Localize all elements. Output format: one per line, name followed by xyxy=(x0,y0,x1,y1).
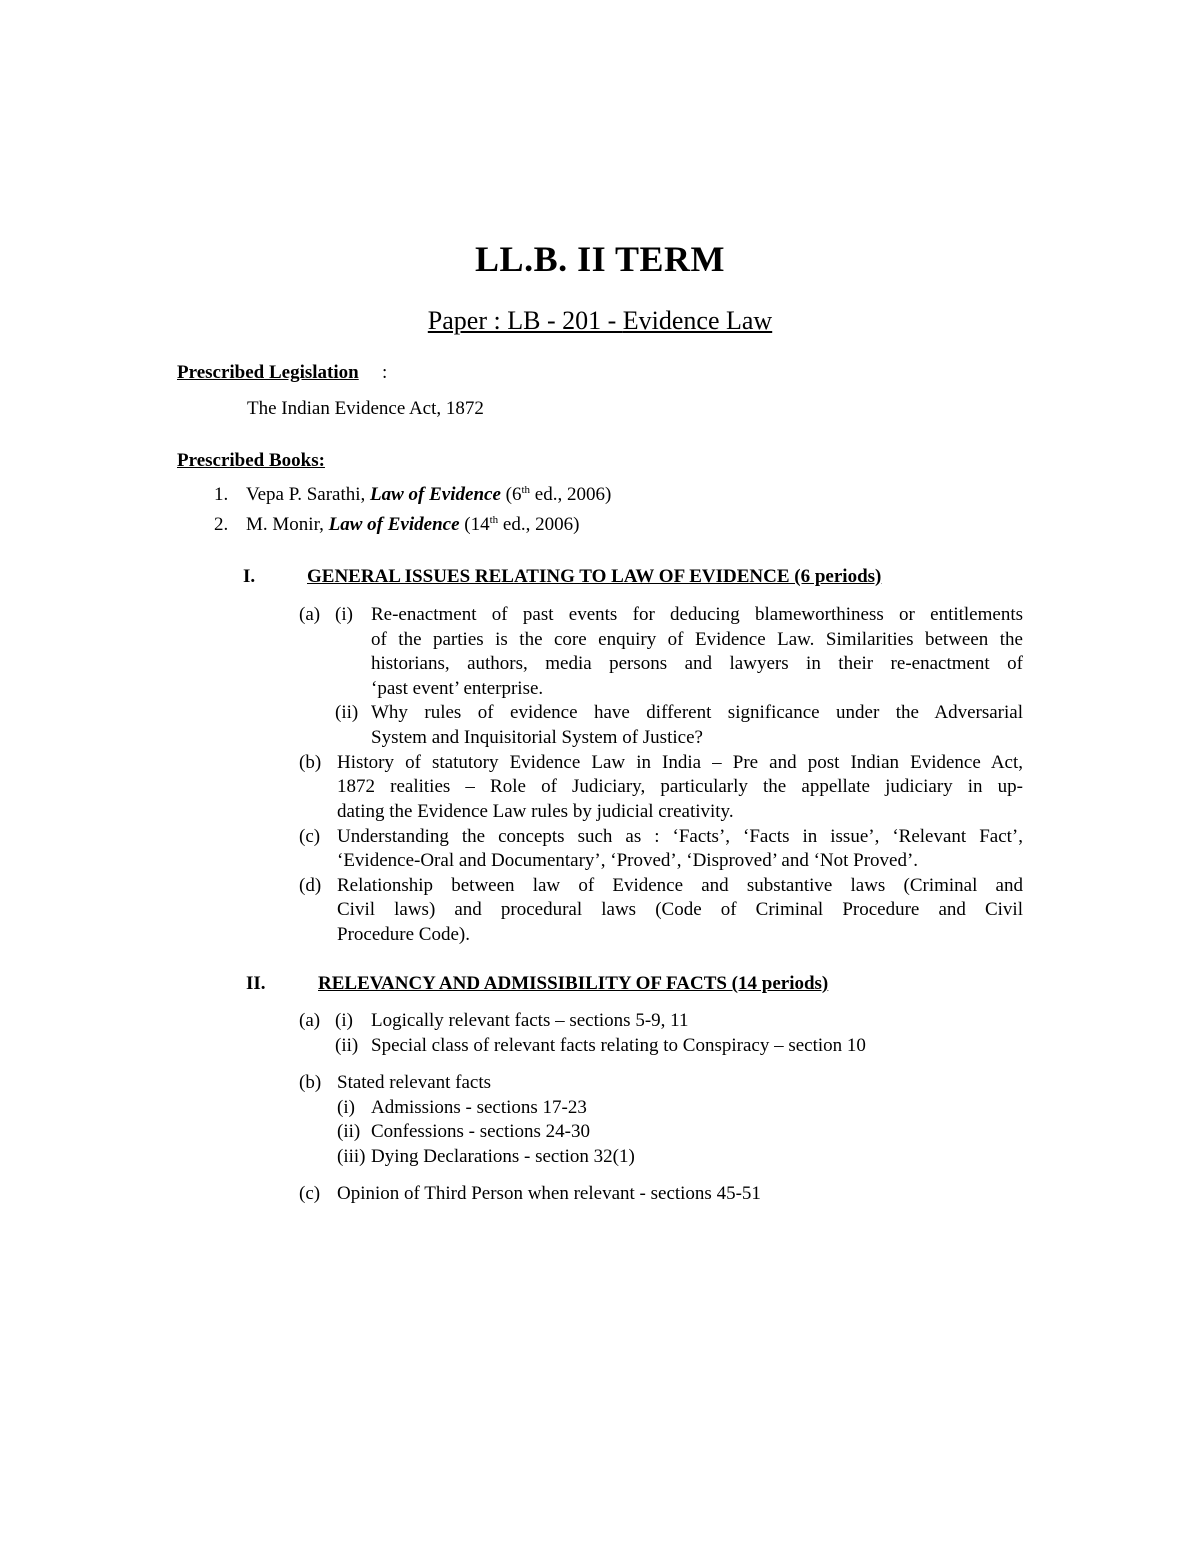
book-author: M. Monir, xyxy=(246,514,329,535)
item-text: Stated relevant facts xyxy=(337,1072,492,1093)
book-number: 1. xyxy=(214,484,229,505)
subitem-label: (i) xyxy=(337,1097,355,1118)
item-text: Logically relevant facts – sections 5-9, 11 xyxy=(371,1010,689,1031)
book-text xyxy=(246,484,611,506)
section-number: II. xyxy=(246,973,266,994)
item-text: Procedure Code). xyxy=(337,924,470,945)
legislation-item: The Indian Evidence Act, 1872 xyxy=(247,398,484,419)
item-text: Opinion of Third Person when relevant - sections 45-51 xyxy=(337,1183,761,1204)
item-text: Understanding the concepts such as : ‘Facts’, ‘Facts in issue’, ‘Relevant Fact’, xyxy=(337,826,1023,847)
book-edition-sup: th xyxy=(521,484,531,496)
book-title: Law of Evidence xyxy=(370,484,501,505)
item-label: (c) xyxy=(299,826,321,847)
item-text: Why rules of evidence have different significance under the Adversarial xyxy=(371,702,1023,723)
prescribed-legislation-colon: : xyxy=(382,362,388,383)
item-text: Civil laws) and procedural laws (Code of Criminal Procedure and Civil xyxy=(337,899,1023,920)
subitem-label: (ii) xyxy=(335,1035,359,1056)
prescribed-legislation-label: Prescribed Legislation xyxy=(177,362,359,383)
subitem-label: (i) xyxy=(335,604,353,625)
subitem-label: (ii) xyxy=(335,702,359,723)
item-text: Dying Declarations - section 32(1) xyxy=(371,1146,635,1167)
book-edition-sup: th xyxy=(489,514,499,526)
subitem-label: (iii) xyxy=(337,1146,366,1167)
item-text: of the parties is the core enquiry of Evidence Law. Similarities between the xyxy=(371,629,1023,650)
item-text: History of statutory Evidence Law in India – Pre and post Indian Evidence Act, xyxy=(337,752,1023,773)
item-text: 1872 realities – Role of Judiciary, particularly the appellate judiciary in up- xyxy=(337,776,1023,797)
subitem-label: (ii) xyxy=(337,1121,361,1142)
paper-heading xyxy=(0,306,1200,336)
section-title: RELEVANCY AND ADMISSIBILITY OF FACTS (14 periods) xyxy=(318,973,829,994)
item-label: (d) xyxy=(299,875,322,896)
page-title: LL.B. II TERM xyxy=(475,239,725,279)
book-title: Law of Evidence xyxy=(328,514,460,535)
book-author: Vepa P. Sarathi, xyxy=(246,484,371,505)
book-edition: (14 xyxy=(459,514,490,535)
book-number: 2. xyxy=(214,514,229,535)
book-year: ed., 2006) xyxy=(498,514,580,535)
item-label: (b) xyxy=(299,1072,322,1093)
item-text: Admissions - sections 17-23 xyxy=(371,1097,587,1118)
item-label: (a) xyxy=(299,1010,321,1031)
item-text: Relationship between law of Evidence and substantive laws (Criminal and xyxy=(337,875,1023,896)
prescribed-books-heading: Prescribed Books: xyxy=(177,450,325,471)
item-label: (b) xyxy=(299,752,322,773)
item-label: (a) xyxy=(299,604,321,625)
section-title: GENERAL ISSUES RELATING TO LAW OF EVIDENCE (6 periods) xyxy=(307,566,882,587)
subitem-label: (i) xyxy=(335,1010,353,1031)
item-text: dating the Evidence Law rules by judicial creativity. xyxy=(337,801,734,822)
prescribed-legislation-heading xyxy=(177,362,359,384)
book-text xyxy=(246,514,579,536)
item-text: Confessions - sections 24-30 xyxy=(371,1121,591,1142)
item-text: historians, authors, media persons and lawyers in their re-enactment of xyxy=(371,653,1023,674)
book-edition: (6 xyxy=(500,484,522,505)
book-year: ed., 2006) xyxy=(530,484,612,505)
paper-subject: Evidence Law xyxy=(622,306,773,335)
item-text: System and Inquisitorial System of Justice? xyxy=(371,727,703,748)
item-label: (c) xyxy=(299,1183,321,1204)
item-text: ‘past event’ enterprise. xyxy=(371,678,544,699)
item-text: Re-enactment of past events for deducing blameworthiness or entitlements xyxy=(371,604,1023,625)
item-text: ‘Evidence-Oral and Documentary’, ‘Proved’, ‘Disproved’ and ‘Not Proved’. xyxy=(337,850,919,871)
section-number: I. xyxy=(243,566,256,587)
paper-code: Paper : LB - 201 - xyxy=(427,306,623,335)
item-text: Special class of relevant facts relating to Conspiracy – section 10 xyxy=(371,1035,866,1056)
